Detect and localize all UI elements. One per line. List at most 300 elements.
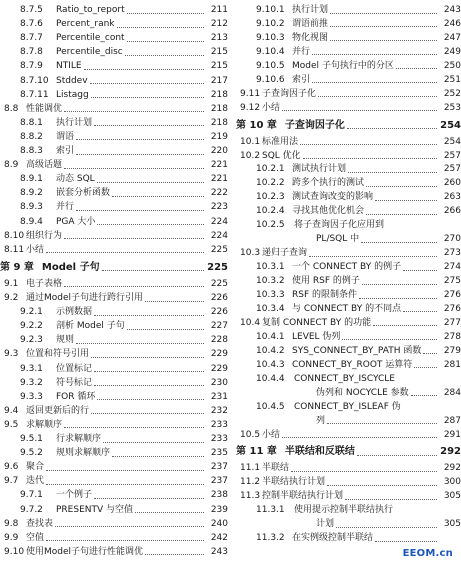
toc-dot-leader bbox=[64, 286, 204, 287]
toc-entry-title: Ratio_to_report bbox=[56, 5, 125, 15]
toc-entry-number: 11.1 bbox=[240, 463, 261, 474]
toc-entry-number: 8.9 bbox=[4, 160, 19, 171]
toc-entry-number: 9.10.6 bbox=[256, 74, 285, 85]
toc-entry-page: 276 bbox=[443, 303, 461, 314]
toc-dot-leader bbox=[94, 125, 204, 126]
toc-dot-leader bbox=[336, 527, 437, 528]
toc-dot-leader bbox=[94, 371, 204, 372]
toc-entry-page: 223 bbox=[210, 202, 228, 213]
toc-entry-title: 返回更新后的行 bbox=[26, 405, 90, 416]
toc-entry-number: 10.3 bbox=[240, 248, 261, 259]
toc-entry-title: 位置标记 bbox=[56, 363, 93, 374]
toc-entry-title: NTILE bbox=[56, 61, 82, 72]
toc-entry-title: 标准用法 bbox=[262, 136, 299, 147]
toc-entry-number: 8.9.3 bbox=[20, 202, 43, 213]
toc-entry-number: 10.4.4 bbox=[256, 373, 285, 384]
toc-entry-title: 伪列和 NOCYCLE 参数 bbox=[316, 387, 409, 398]
toc-entry-title: Listagg bbox=[56, 89, 89, 100]
toc-entry-page: 239 bbox=[210, 504, 228, 515]
toc-dot-leader bbox=[318, 96, 437, 97]
toc-entry-number: 8.7.8 bbox=[20, 47, 43, 58]
toc-entry-title: 高级话题 bbox=[26, 160, 63, 171]
toc-dot-leader bbox=[127, 41, 204, 42]
toc-entry-number: 9.8 bbox=[4, 518, 19, 529]
toc-entry-page: 254 bbox=[443, 136, 461, 147]
toc-entry-title: LEVEL 伪列 bbox=[292, 331, 341, 342]
toc-dot-leader bbox=[112, 196, 204, 197]
toc-entry-page: 277 bbox=[443, 317, 461, 328]
toc-entry-title: 物化视图 bbox=[292, 32, 329, 43]
toc-entry-page: 242 bbox=[210, 532, 228, 543]
toc-entry-number: 8.7.5 bbox=[20, 5, 43, 15]
toc-entry-title: 复制 CONNECT BY 的功能 bbox=[262, 317, 372, 328]
toc-entry-page: 213 bbox=[210, 33, 228, 44]
toc-entry-page: 243 bbox=[443, 5, 461, 15]
toc-entry-number: 8.8.1 bbox=[20, 117, 43, 128]
toc-entry-title: 执行计划 bbox=[292, 5, 329, 15]
toc-entry-page: 247 bbox=[443, 32, 461, 43]
toc-entry-title: 谓语前推 bbox=[292, 18, 329, 29]
toc-entry-page: 305 bbox=[443, 491, 461, 502]
toc-entry-title: 使用提示控制半联结执行 bbox=[294, 505, 394, 516]
toc-entry-number: 11.3.1 bbox=[256, 505, 285, 516]
toc-entry-page: 232 bbox=[210, 405, 228, 416]
toc-entry-page: 221 bbox=[210, 174, 228, 185]
toc-entry-title: 电子表格 bbox=[26, 278, 63, 289]
toc-dot-leader bbox=[55, 526, 204, 527]
toc-entry-number: 10.2.1 bbox=[256, 164, 285, 175]
toc-dot-leader bbox=[361, 242, 437, 243]
toc-entry-title: 执行计划 bbox=[56, 117, 93, 128]
toc-dot-leader bbox=[330, 40, 437, 41]
toc-entry-number: 9.2.1 bbox=[20, 307, 43, 318]
toc-entry-title: 聚合 bbox=[26, 462, 45, 473]
toc-entry-number: 10.1 bbox=[240, 136, 261, 147]
toc-entry-page: 252 bbox=[443, 88, 461, 99]
toc-entry-number: 9.7 bbox=[4, 476, 19, 487]
toc-entry-title: 跨多个执行的测试 bbox=[292, 178, 365, 189]
toc-entry-number: 8.8.3 bbox=[20, 146, 43, 156]
toc-entry-title: 使用Model子句进行性能调优 bbox=[26, 546, 144, 557]
toc-entry-title: 行求解顺序 bbox=[56, 434, 102, 444]
toc-entry-page: 257 bbox=[443, 150, 461, 161]
toc-entry-title: 控制半联结执行计划 bbox=[262, 491, 344, 502]
toc-entry-number: 10.2.5 bbox=[256, 220, 285, 231]
toc-dot-leader bbox=[117, 27, 205, 28]
toc-entry-number: 10.4 bbox=[240, 317, 261, 328]
toc-dot-leader bbox=[348, 172, 437, 173]
toc-entry-page: 218 bbox=[210, 117, 228, 128]
toc-entry-page: 273 bbox=[443, 248, 461, 259]
toc-dot-leader bbox=[359, 298, 437, 299]
toc-entry-number: 9.7.2 bbox=[20, 504, 43, 515]
toc-dot-leader bbox=[127, 13, 204, 14]
toc-entry-number: 第 11 章 bbox=[236, 446, 277, 458]
toc-entry-title: 示例数据 bbox=[56, 307, 93, 318]
toc-entry-title: CONNECT_BY_ROOT 运算符 bbox=[292, 359, 413, 370]
toc-entry-page: 275 bbox=[443, 276, 461, 287]
toc-entry[interactable] bbox=[240, 100, 461, 116]
toc-entry-page: 218 bbox=[210, 103, 228, 114]
toc-entry-title: 求解顺序 bbox=[26, 419, 63, 430]
toc-entry-page: 212 bbox=[210, 19, 228, 30]
toc-entry-page: 251 bbox=[443, 74, 461, 85]
toc-entry-title: 嵌套分析函数 bbox=[56, 188, 111, 199]
toc-entry-page: 227 bbox=[210, 321, 228, 332]
toc-entry-title: 将子查询因子化应用到 bbox=[294, 220, 385, 231]
toc-entry-title: 性能调优 bbox=[26, 103, 63, 114]
toc-entry-title: 空值 bbox=[26, 532, 45, 543]
toc-entry-page: 279 bbox=[443, 345, 461, 356]
toc-dot-leader bbox=[76, 154, 204, 155]
toc-entry-page: 215 bbox=[210, 61, 228, 72]
toc-entry-page: 270 bbox=[443, 234, 461, 245]
toc-entry-number: 11.2 bbox=[240, 477, 261, 488]
toc-entry-page: 237 bbox=[210, 462, 228, 473]
toc-entry-title: 索引 bbox=[56, 146, 75, 156]
toc-entry-number: 第 9 章 bbox=[0, 261, 34, 273]
toc-entry-page: 257 bbox=[443, 164, 461, 175]
toc-entry[interactable] bbox=[0, 260, 228, 276]
toc-entry-page: 225 bbox=[207, 261, 228, 273]
toc-dot-leader bbox=[312, 54, 437, 55]
toc-entry-page: 237 bbox=[210, 476, 228, 487]
toc-entry-title: PGA 大小 bbox=[56, 216, 96, 227]
toc-dot-leader bbox=[90, 83, 204, 84]
toc-dot-leader bbox=[145, 554, 204, 555]
toc-dot-leader bbox=[94, 385, 204, 386]
toc-dot-leader bbox=[64, 168, 204, 169]
toc-dot-leader bbox=[76, 343, 204, 344]
toc-entry-number: 9.2.3 bbox=[20, 335, 43, 346]
toc-entry-title: 在实例级控制半联结 bbox=[292, 533, 374, 544]
toc-entry-page: 211 bbox=[210, 5, 228, 15]
toc-dot-leader bbox=[125, 55, 204, 56]
toc-dot-leader bbox=[46, 252, 204, 253]
toc-dot-leader bbox=[366, 186, 437, 187]
toc-entry-page: 218 bbox=[210, 89, 228, 100]
toc-dot-leader bbox=[423, 353, 437, 354]
toc-dot-leader bbox=[375, 200, 437, 201]
toc-entry-number: 8.7.7 bbox=[20, 33, 43, 44]
toc-entry-title: 小结 bbox=[26, 244, 45, 255]
toc-entry-number: 8.10 bbox=[4, 230, 25, 241]
toc-entry-page: 231 bbox=[210, 391, 228, 402]
toc-entry[interactable] bbox=[4, 544, 228, 560]
toc-entry-number: 9.5 bbox=[4, 419, 19, 430]
toc-entry-page: 292 bbox=[443, 463, 461, 474]
toc-entry-title: 并行 bbox=[56, 202, 75, 213]
toc-entry-page: 266 bbox=[443, 206, 461, 217]
toc-entry-number: 8.9.4 bbox=[20, 216, 43, 227]
toc-entry-number: 8.7.11 bbox=[20, 89, 49, 100]
toc-entry-page: 224 bbox=[210, 216, 228, 227]
toc-entry-title: 迭代 bbox=[26, 476, 45, 487]
toc-entry-title: 位置和符号引用 bbox=[26, 349, 90, 360]
toc-entry-number: 9.10.1 bbox=[256, 5, 285, 15]
toc-entry-number: 10.4.5 bbox=[256, 401, 285, 412]
toc-entry-page: 221 bbox=[210, 160, 228, 171]
toc-entry-title: 列 bbox=[316, 415, 326, 426]
toc-entry-number: 10.3.1 bbox=[256, 262, 285, 273]
toc-entry-number: 第 10 章 bbox=[236, 119, 277, 131]
toc-entry-page: 274 bbox=[443, 262, 461, 273]
toc-entry-page: 291 bbox=[443, 429, 461, 440]
toc-entry-page: 226 bbox=[210, 293, 228, 303]
toc-entry-title: 使用 RSF 的例子 bbox=[292, 276, 360, 287]
toc-entry-number: 9.2 bbox=[4, 293, 19, 303]
toc-entry-number: 9.12 bbox=[240, 102, 261, 113]
toc-entry-number: 8.11 bbox=[4, 244, 25, 255]
toc-dot-leader bbox=[347, 128, 437, 129]
toc-entry-title: Percentile_cont bbox=[56, 33, 125, 44]
toc-dot-leader bbox=[94, 498, 204, 499]
toc-entry-number: 9.6 bbox=[4, 462, 19, 473]
toc-entry-page: 284 bbox=[443, 387, 461, 398]
toc-entry-number: 8.8 bbox=[4, 103, 19, 114]
toc-entry-title: 递归子查询 bbox=[262, 248, 308, 259]
toc-entry[interactable] bbox=[256, 530, 461, 546]
toc-dot-leader bbox=[373, 325, 437, 326]
toc-entry-number: 9.3 bbox=[4, 349, 19, 360]
toc-dot-leader bbox=[64, 427, 204, 428]
toc-entry-number: 9.2.2 bbox=[20, 321, 43, 332]
toc-dot-leader bbox=[414, 367, 437, 368]
toc-entry-title: 半联结和反联结 bbox=[284, 446, 355, 458]
toc-dot-leader bbox=[127, 329, 204, 330]
toc-entry-page: 305 bbox=[443, 519, 461, 530]
toc-entry-number: 9.10.5 bbox=[256, 60, 285, 71]
toc-entry-page: 229 bbox=[210, 363, 228, 374]
toc-dot-leader bbox=[76, 210, 204, 211]
toc-entry-number: 8.9.2 bbox=[20, 188, 43, 199]
toc-entry-number: 9.7.1 bbox=[20, 490, 43, 501]
toc-dot-leader bbox=[282, 437, 437, 438]
toc-dot-leader bbox=[312, 82, 437, 83]
toc-dot-leader bbox=[327, 423, 437, 424]
toc-entry-title: 索引 bbox=[292, 74, 311, 85]
toc-entry-number: 10.4.2 bbox=[256, 345, 285, 356]
toc-entry-number: 9.9 bbox=[4, 532, 19, 543]
toc-entry-title: 一个 CONNECT BY 的例子 bbox=[292, 262, 402, 273]
toc-entry-number: 10.2.2 bbox=[256, 178, 285, 189]
toc-entry-number: 9.10.3 bbox=[256, 32, 285, 43]
toc-entry-page: 292 bbox=[440, 446, 461, 458]
toc-entry-page: 228 bbox=[210, 335, 228, 346]
toc-dot-leader bbox=[135, 512, 204, 513]
toc-entry-number: 9.5.1 bbox=[20, 434, 43, 444]
toc-entry-title: 与 CONNECT BY 的不同点 bbox=[292, 303, 402, 314]
toc-entry-number: 8.8.2 bbox=[20, 131, 43, 142]
toc-dot-leader bbox=[97, 182, 204, 183]
toc-entry-title: 小结 bbox=[262, 429, 281, 440]
toc-dot-leader bbox=[396, 68, 437, 69]
toc-entry-page: 278 bbox=[443, 331, 461, 342]
toc-entry-number: 9.4 bbox=[4, 405, 19, 416]
toc-dot-leader bbox=[330, 26, 437, 27]
toc-entry-number: 10.3.3 bbox=[256, 290, 285, 300]
toc-entry-number: 11.3 bbox=[240, 491, 261, 502]
toc-entry-number: 10.4.1 bbox=[256, 331, 285, 342]
toc-dot-leader bbox=[300, 144, 437, 145]
toc-dot-leader bbox=[46, 470, 204, 471]
toc-entry-number: 10.4.3 bbox=[256, 359, 285, 370]
toc-entry-number: 9.10 bbox=[4, 546, 25, 557]
toc-dot-leader bbox=[94, 315, 204, 316]
toc-dot-leader bbox=[403, 270, 437, 271]
toc-entry-number: 10.2.4 bbox=[256, 206, 285, 217]
toc-entry-title: 通过Model子句进行跨行引用 bbox=[26, 293, 144, 303]
toc-entry-title: Percentile_disc bbox=[56, 47, 123, 58]
toc-dot-leader bbox=[291, 471, 437, 472]
toc-dot-leader bbox=[145, 301, 204, 302]
toc-entry-page: 254 bbox=[440, 119, 461, 131]
toc-entry-number: 10.5 bbox=[240, 429, 261, 440]
toc-entry-number: 9.10.4 bbox=[256, 46, 285, 57]
toc-dot-leader bbox=[112, 456, 204, 457]
toc-entry[interactable] bbox=[240, 427, 461, 443]
toc-entry-page: 233 bbox=[210, 419, 228, 430]
toc-dot-leader bbox=[102, 270, 204, 271]
toc-entry-title: 测试执行计划 bbox=[292, 164, 347, 175]
toc-entry-page: 229 bbox=[210, 349, 228, 360]
toc-dot-leader bbox=[91, 357, 204, 358]
toc-entry-page: 300 bbox=[443, 477, 461, 488]
toc-entry-page: 253 bbox=[443, 102, 461, 113]
toc-entry-title: 计划 bbox=[316, 519, 335, 530]
toc-entry-title: 并行 bbox=[292, 46, 311, 57]
watermark-text: EEOM.cn bbox=[402, 548, 453, 559]
toc-dot-leader bbox=[330, 13, 437, 14]
toc-entry-title: 子查询因子化 bbox=[262, 88, 317, 99]
toc-entry-page: 238 bbox=[210, 490, 228, 501]
toc-dot-leader bbox=[103, 442, 204, 443]
toc-entry[interactable] bbox=[236, 444, 461, 460]
toc-entry-page: 263 bbox=[443, 192, 461, 203]
toc-entry-title: 测试查询改变的影响 bbox=[292, 192, 374, 203]
toc-entry-number: 9.3.3 bbox=[20, 391, 43, 402]
toc-entry-page: 240 bbox=[210, 518, 228, 529]
toc-entry-page: 222 bbox=[210, 188, 228, 199]
toc-entry-title: 规则求解顺序 bbox=[56, 448, 111, 459]
toc-entry-page: 250 bbox=[443, 60, 461, 71]
toc-entry-title: PRESENTV 与空值 bbox=[56, 504, 134, 515]
toc-entry-title: PL/SQL 中 bbox=[316, 234, 360, 245]
toc-entry-number: 11.3.2 bbox=[256, 533, 285, 544]
toc-dot-leader bbox=[84, 69, 204, 70]
toc-dot-leader bbox=[375, 541, 437, 542]
toc-entry-number: 8.7.10 bbox=[20, 75, 49, 86]
toc-dot-leader bbox=[327, 485, 437, 486]
toc-entry-title: 子查询因子化 bbox=[284, 119, 345, 131]
toc-dot-leader bbox=[91, 97, 204, 98]
toc-entry-title: 谓语 bbox=[56, 131, 75, 142]
toc-entry-title: 剖析 Model 子句 bbox=[56, 321, 125, 332]
toc-dot-leader bbox=[97, 224, 204, 225]
toc-entry-page: 225 bbox=[210, 244, 228, 255]
toc-dot-leader bbox=[342, 339, 437, 340]
toc-entry-page: 219 bbox=[210, 131, 228, 142]
toc-entry[interactable] bbox=[236, 118, 461, 134]
toc-entry-page: 276 bbox=[443, 290, 461, 300]
toc-entry-number: 10.3.4 bbox=[256, 303, 285, 314]
toc-entry-title: SQL 优化 bbox=[262, 150, 301, 161]
toc-entry-title: 查找表 bbox=[26, 518, 54, 529]
toc-entry-title: Model 子句 bbox=[41, 261, 100, 273]
toc-entry-page: 215 bbox=[210, 47, 228, 58]
toc-entry-page: 287 bbox=[443, 415, 461, 426]
toc-dot-leader bbox=[403, 311, 437, 312]
toc-entry-page: 260 bbox=[443, 178, 461, 189]
toc-entry-title: 寻找其他优化机会 bbox=[292, 206, 365, 217]
toc-dot-leader bbox=[64, 238, 204, 239]
toc-dot-leader bbox=[309, 256, 437, 257]
toc-entry-number: 9.10.2 bbox=[256, 18, 285, 29]
toc-entry-number: 8.7.6 bbox=[20, 19, 43, 30]
toc-dot-leader bbox=[366, 214, 437, 215]
toc-entry-title: 小结 bbox=[262, 102, 281, 113]
toc-dot-leader bbox=[345, 499, 437, 500]
toc-entry-page: 224 bbox=[210, 230, 228, 241]
toc-entry-title: FOR 循环 bbox=[56, 391, 96, 402]
toc-entry-number: 9.5.2 bbox=[20, 448, 43, 459]
toc-dot-leader bbox=[91, 413, 204, 414]
toc-entry-page: 220 bbox=[210, 146, 228, 156]
toc-entry-title: 半联结 bbox=[262, 463, 290, 474]
toc-entry-number: 8.7.9 bbox=[20, 61, 43, 72]
toc-entry-title: CONNECT_BY_ISCYCLE bbox=[294, 373, 395, 384]
toc-entry-number: 9.1 bbox=[4, 278, 19, 289]
toc-dot-leader bbox=[46, 540, 204, 541]
toc-entry-title: Stddev bbox=[56, 75, 88, 86]
toc-entry-number: 9.3.2 bbox=[20, 377, 43, 388]
toc-entry-page: 281 bbox=[443, 359, 461, 370]
toc-entry-title: 符号标记 bbox=[56, 377, 93, 388]
toc-entry-page: 230 bbox=[210, 377, 228, 388]
toc-dot-leader bbox=[76, 139, 204, 140]
toc-entry-title: CONNECT_BY_ISLEAF 伪 bbox=[294, 401, 401, 412]
toc-entry-page: 246 bbox=[443, 18, 461, 29]
toc-entry-page: 226 bbox=[210, 307, 228, 318]
toc-entry-page: 233 bbox=[210, 434, 228, 444]
toc-entry-title: Model 子句执行中的分区 bbox=[292, 60, 394, 71]
toc-entry-title: RSF 的限制条件 bbox=[292, 290, 358, 300]
toc-dot-leader bbox=[97, 399, 204, 400]
toc-entry-number: 9.3.1 bbox=[20, 363, 43, 374]
toc-entry-title: 动态 SQL bbox=[56, 174, 95, 185]
toc-entry-title: Percent_rank bbox=[56, 19, 115, 30]
toc-entry-title: 半联结执行计划 bbox=[262, 477, 326, 488]
toc-entry-page: 225 bbox=[210, 278, 228, 289]
toc-entry-page: 243 bbox=[210, 546, 228, 557]
toc-dot-leader bbox=[362, 284, 437, 285]
toc-dot-leader bbox=[303, 158, 437, 159]
toc-entry-number: 9.11 bbox=[240, 88, 261, 99]
toc-dot-leader bbox=[46, 484, 204, 485]
toc-entry-title: SYS_CONNECT_BY_PATH 函数 bbox=[292, 345, 422, 356]
toc-entry-page: 249 bbox=[443, 46, 461, 57]
toc-entry-number: 8.9.1 bbox=[20, 174, 43, 185]
toc-entry-page: 235 bbox=[210, 448, 228, 459]
toc-dot-leader bbox=[282, 110, 437, 111]
toc-entry-number: 10.3.2 bbox=[256, 276, 285, 287]
toc-entry-title: 组织行为 bbox=[26, 230, 63, 241]
toc-dot-leader bbox=[411, 395, 437, 396]
toc-entry-number: 10.2 bbox=[240, 150, 261, 161]
toc-entry-title: 一个例子 bbox=[56, 490, 93, 501]
toc-dot-leader bbox=[64, 111, 204, 112]
toc-entry[interactable] bbox=[4, 242, 228, 258]
